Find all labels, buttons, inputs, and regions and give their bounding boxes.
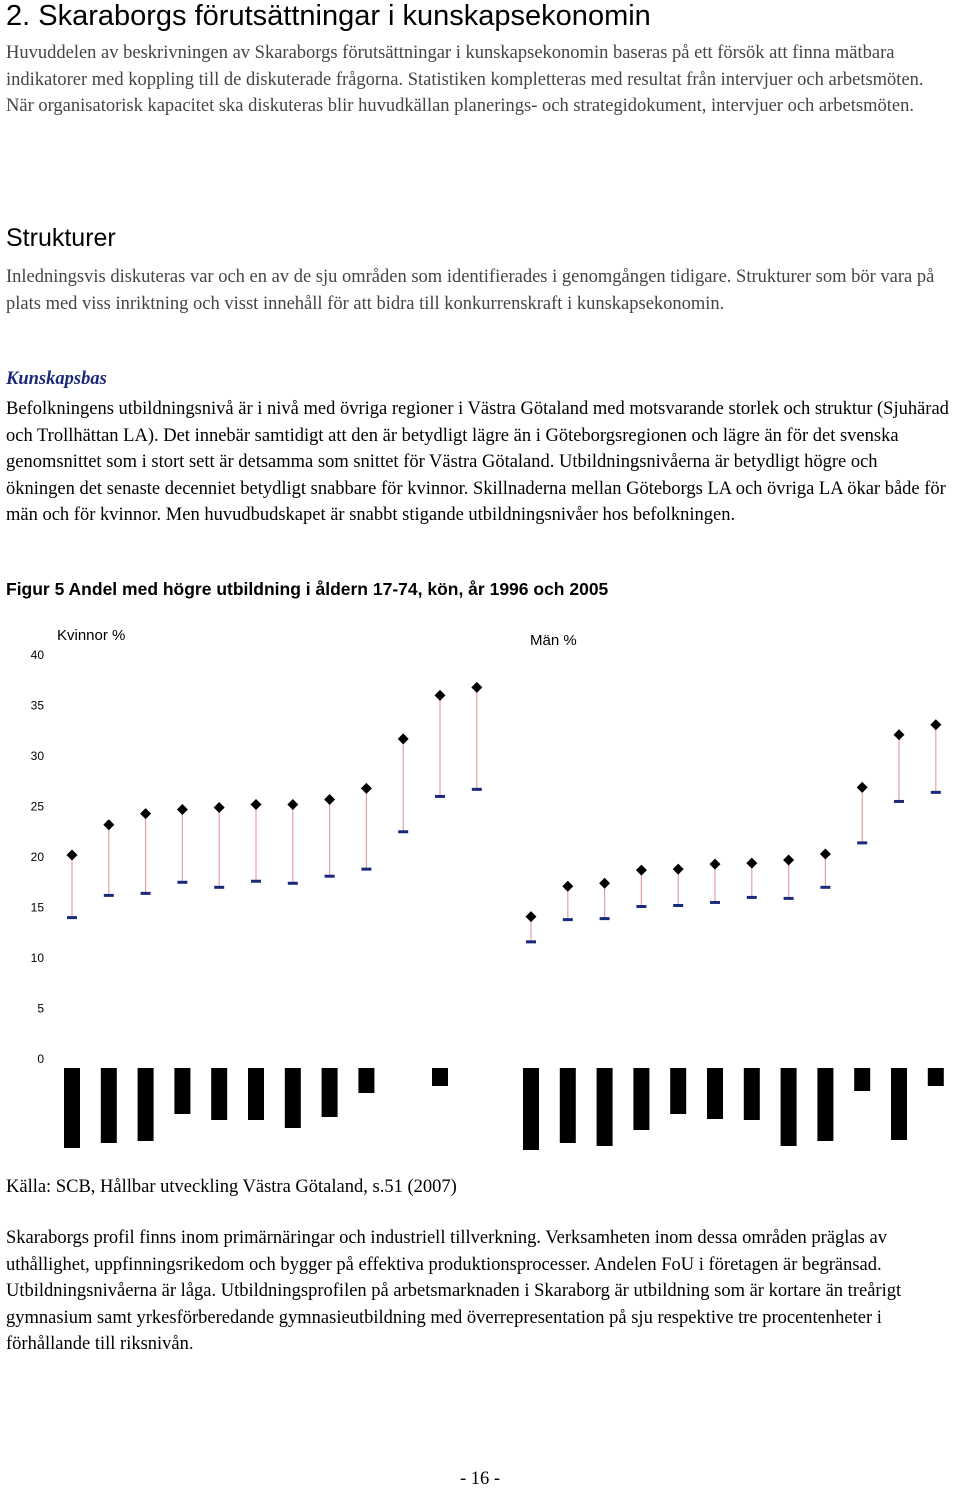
below-bar (891, 1068, 907, 1140)
marker-2005 (251, 799, 262, 810)
below-bar (633, 1068, 649, 1130)
page-number: - 16 - (459, 1469, 501, 1489)
education-chart (0, 610, 960, 1165)
intro-paragraph: Huvuddelen av beskrivningen av Skaraborgs förutsättningar i kunskapsekonomin baseras på ett försök att finna mätbara indikatorer med koppling till de diskuterade frågorna. Statistiken kompletteras med resultat från intervjuer och arbetsmöten. När organisatorisk kapacitet ska diskuteras blir huvudkällan planerings- och strategidokument, intervjuer och arbetsmöten. (6, 43, 924, 116)
y-tick-label: 15 (30, 900, 44, 915)
marker-1996 (526, 940, 536, 943)
below-bar (560, 1068, 576, 1143)
marker-2005 (857, 782, 868, 793)
below-bar (211, 1068, 227, 1120)
below-bar (523, 1068, 539, 1150)
below-bar (432, 1068, 448, 1086)
y-tick-label: 10 (30, 951, 44, 965)
marker-2005 (177, 804, 188, 815)
marker-1996 (747, 896, 757, 899)
marker-1996 (361, 868, 371, 871)
marker-1996 (325, 875, 335, 878)
below-bar (138, 1068, 154, 1141)
figure-title: Figur 5 Andel med högre utbildning i åldern 17-74, kön, år 1996 och 2005 (6, 579, 609, 599)
below-bar (597, 1068, 613, 1146)
source-note: Källa: SCB, Hållbar utveckling Västra Götaland, s.51 (2007) (6, 1177, 457, 1197)
marker-2005 (214, 802, 225, 813)
below-bar (707, 1068, 723, 1119)
below-bar (64, 1068, 80, 1148)
marker-1996 (251, 880, 261, 883)
panel-label: Kvinnor % (57, 627, 126, 644)
below-bar (670, 1068, 686, 1114)
marker-1996 (600, 917, 610, 920)
below-bar (101, 1068, 117, 1143)
marker-1996 (710, 901, 720, 904)
marker-1996 (177, 881, 187, 884)
marker-2005 (398, 733, 409, 744)
marker-1996 (141, 892, 151, 895)
closing-paragraph: Skaraborgs profil finns inom primärnäringar och industriell tillverkning. Verksamheten inom dessa områden präglas av uthållighet, uppfinningsrikedom och bygger på effektiva produktionsprocesser. Andelen FoU i företagen är begränsad. Utbildningsnivåerna är låga. Utbildningsprofilen på arbetsmarknaden i Skaraborg är utbildning som är kortare än treårigt gymnasium samt yrkesförberedande gymnasieutbildning med överrepresentation på sju respektive tre procentenheter i förhållande till riksnivån. (6, 1228, 902, 1354)
marker-2005 (103, 819, 114, 830)
below-bar (817, 1068, 833, 1141)
marker-1996 (857, 841, 867, 844)
below-bar (358, 1068, 374, 1093)
marker-1996 (104, 894, 114, 897)
below-bar (928, 1068, 944, 1086)
below-bar (285, 1068, 301, 1128)
marker-1996 (673, 904, 683, 907)
marker-1996 (931, 791, 941, 794)
marker-2005 (820, 848, 831, 859)
below-bar (781, 1068, 797, 1146)
marker-1996 (820, 886, 830, 889)
marker-2005 (562, 881, 573, 892)
marker-2005 (930, 719, 941, 730)
below-bar (854, 1068, 870, 1091)
marker-2005 (710, 859, 721, 870)
below-bar (248, 1068, 264, 1120)
marker-2005 (599, 878, 610, 889)
y-tick-label: 20 (30, 850, 44, 864)
marker-1996 (472, 788, 482, 791)
marker-2005 (746, 858, 757, 869)
marker-1996 (636, 905, 646, 908)
below-bar (744, 1068, 760, 1120)
page-heading: 2. Skaraborgs förutsättningar i kunskapsekonomin (6, 0, 651, 32)
marker-2005 (673, 864, 684, 875)
marker-2005 (526, 911, 537, 922)
marker-2005 (636, 865, 647, 876)
y-tick-label: 35 (30, 698, 44, 713)
marker-2005 (140, 808, 151, 819)
marker-1996 (398, 830, 408, 833)
y-tick-label: 40 (30, 648, 44, 662)
marker-2005 (783, 855, 794, 866)
y-tick-label: 25 (30, 799, 44, 814)
marker-2005 (435, 690, 446, 701)
marker-1996 (435, 795, 445, 798)
below-bar (322, 1068, 338, 1117)
marker-2005 (324, 794, 335, 805)
panel-label: Män % (530, 632, 577, 649)
marker-2005 (894, 729, 905, 740)
section-title: Strukturer (6, 224, 116, 252)
y-tick-label: 30 (30, 749, 44, 763)
marker-2005 (471, 682, 482, 693)
marker-1996 (67, 916, 77, 919)
marker-2005 (287, 799, 298, 810)
below-bar (174, 1068, 190, 1114)
marker-2005 (361, 783, 372, 794)
marker-2005 (67, 849, 78, 860)
y-tick-label: 5 (37, 1001, 44, 1016)
marker-1996 (894, 800, 904, 803)
section-intro-paragraph: Inledningsvis diskuteras var och en av de sju områden som identifierades i genomgången tidigare. Strukturer som bör vara på plats med viss inriktning och visst innehåll för att bidra till konkurrenskraft i kunskapsekonomin. (6, 267, 935, 314)
subsection-title: Kunskapsbas (6, 369, 107, 389)
marker-1996 (784, 897, 794, 900)
subsection-paragraph: Befolkningens utbildningsnivå är i nivå med övriga regioner i Västra Götaland med motsvarande storlek och struktur (Sjuhärad och Trollhättan LA). Det innebär samtidigt att den är betydligt lägre än i Göteborgsregionen och lägre än för det svenska genomsnittet som i stort sett är detsamma som snittet för Västra Götaland. Utbildningsnivåerna är betydligt högre och ökningen det senaste decenniet betydligt snabbare för kvinnor. Skillnaderna mellan Göteborgs LA och övriga LA ökar både för män och för kvinnor. Men huvudbudskapet är snabbt stigande utbildningsnivåer hos befolkningen. (6, 399, 949, 525)
marker-1996 (563, 918, 573, 921)
marker-1996 (288, 882, 298, 885)
marker-1996 (214, 886, 224, 889)
y-tick-label: 0 (37, 1052, 44, 1066)
